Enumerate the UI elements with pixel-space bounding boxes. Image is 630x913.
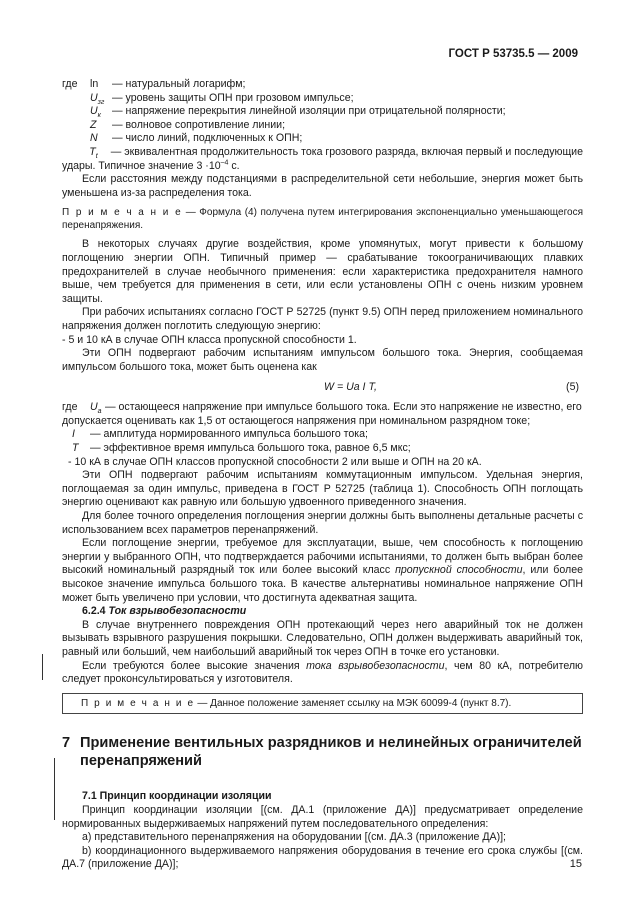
section-heading: 7 Применение вентильных разрядников и нелинейных ограничителей перенапряжений	[62, 735, 582, 770]
definition-continuation: удары. Типичное значение $3 \cdot 10^{-4}$ с.	[62, 159, 240, 172]
paragraph: Если расстояния между подстанциями в распределительной сети небольшие, энергия может быть уменьшена из-за распределения тока.	[62, 173, 583, 199]
paragraph: Если поглощение энергии, требуемое для эксплуатации, выше, чем способность к поглощению энергии у выбранного ОПН, что подтверждается рабочими испытаниями, то должен быть выбран более высокий номинальный разрядный ток или более высокий класс пропускной способности, или более высокое значение импульса большого тока. В качестве альтернативы номинальное напряжение ОПН может быть увеличено при условии, что достигнута адекватная защита.	[62, 537, 583, 604]
paragraph: Если требуются более высокие значения тока взрывобезопасности, чем 80 кА, потребителю следует проконсультироваться у изготовителя.	[62, 659, 583, 686]
definition-row: $U_к$ — напряжение перекрытия линейной изоляции при отрицательной полярности;	[90, 105, 506, 120]
paragraph: - 10 кА в случае ОПН классов пропускной способности 2 или выше и ОПН на 20 кА.	[68, 455, 482, 468]
page-number: 15	[569, 858, 582, 870]
boxed-note: П р и м е ч а н и е — Данное положение заменяет ссылку на МЭК 60099-4 (пункт 8.7).	[62, 693, 583, 715]
formula-expression: W = Uа I T,	[324, 381, 377, 394]
paragraph: В некоторых случаях другие воздействия, кроме упомянутых, могут привести к большому поглощению энергии ОПН. Типичный пример — срабатывание токоограничивающих плавких предохранителей в случае необычного применения: если характеристика предохранителя намного выше, чем требуется для применения в сети, или если установлены ОПН с очень низким уровнем защиты.	[62, 238, 583, 305]
paragraph: Для более точного определения поглощения энергии должны быть выполнены детальные расчеты с использованием всех параметров перенапряжений.	[62, 510, 583, 536]
list-item: b) координационного выдерживаемого напряжения оборудования в течение его срока службы [(см. ДА.7 (приложение ДА)];	[62, 844, 583, 871]
page-content	[62, 78, 583, 872]
definition-row: N — число линий, подключенных к ОПН;	[90, 132, 303, 145]
paragraph: При рабочих испытаниях согласно ГОСТ Р 52725 (пункт 9.5) ОПН перед приложением номинального напряжения должен поглотить следующую энергию:	[62, 306, 583, 332]
change-bar	[54, 758, 55, 820]
definition-row: $U_{зг}$ — уровень защиты ОПН при грозовом импульсе;	[90, 91, 354, 106]
formula-number: (5)	[566, 381, 579, 394]
definition-row: где ln — натуральный логарифм;	[62, 78, 246, 90]
definition-continuation: допускается оценивать как 1,5 от остающегося напряжения при номинальном разрядном токе;	[62, 414, 531, 427]
paragraph: В случае внутреннего повреждения ОПН протекающий через него аварийный ток не должен вызывать взрывного разрушения покрышки. Следовательно, ОПН должен выдерживать аварийный ток, равный или больший, чем наибольший аварийный ток через ОПН в точке его установки.	[62, 618, 583, 658]
paragraph: Эти ОПН подвергают рабочим испытаниям импульсом большого тока. Энергия, сообщаемая импульсом большого тока, может быть оценена как	[62, 347, 583, 373]
definition-row: T — эффективное время импульса большого тока, равное 6,5 мкс;	[72, 442, 411, 455]
paragraph: Эти ОПН подвергают рабочим испытаниям коммутационным импульсом. Удельная энергия, поглощаемая за один импульс, приведена в ГОСТ Р 52725 (таблица 1). Способность ОПН поглощать энергию оценивают как равную или большую удвоенного приведенного значения.	[62, 469, 583, 509]
paragraph: - 5 и 10 кА в случае ОПН класса пропускной способности 1.	[62, 333, 357, 346]
definitions-list	[62, 78, 583, 173]
change-bar	[42, 654, 43, 680]
definition-row: Z — волновое сопротивление линии;	[90, 118, 286, 131]
subsection-heading: 6.2.4 Ток взрывобезопасности	[82, 605, 247, 618]
paragraph: Принцип координации изоляции [(см. ДА.1 (приложение ДА)] предусматривает определение нормированных выдерживаемых напряжений путем последовательного определения:	[62, 803, 583, 830]
definition-row: $T_t$ — эквивалентная продолжительность тока грозового разряда, включая первый и последующие	[89, 145, 583, 161]
subsection-heading: 7.1 Принцип координации изоляции	[82, 790, 272, 803]
document-header: ГОСТ Р 53735.5 — 2009	[448, 48, 578, 60]
note: П р и м е ч а н и е — Формула (4) получена путем интегрирования экспоненциально уменьшающегося перенапряжения.	[62, 207, 584, 232]
definition-row: где $U_a$ — остающееся напряжение при импульсе большого тока. Если это напряжение не известно, его	[62, 401, 582, 416]
formula	[62, 379, 583, 397]
list-item: a) представительного перенапряжения на оборудовании [(см. ДА.3 (приложение ДА)];	[82, 831, 507, 844]
definition-row: I — амплитуда нормированного импульса большого тока;	[72, 428, 369, 441]
